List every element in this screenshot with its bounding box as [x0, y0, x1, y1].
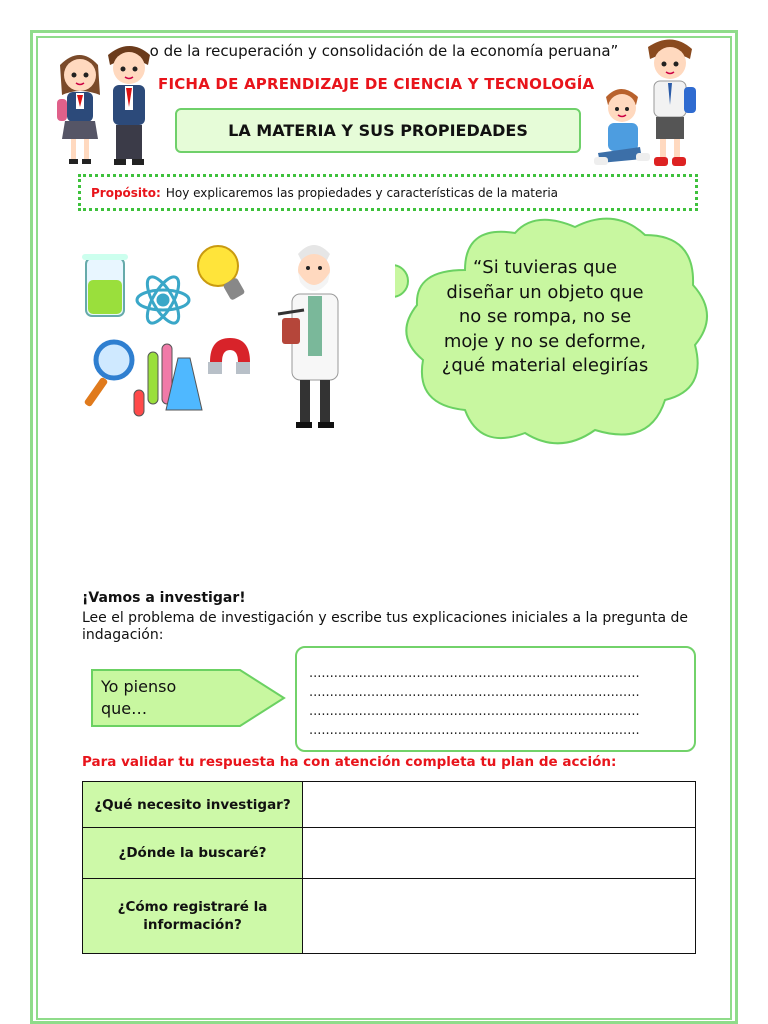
hypothesis-prompt: Yo pienso que… — [101, 677, 177, 718]
worksheet-title: FICHA DE APRENDIZAJE DE CIENCIA Y TECNOLOGÍA — [158, 75, 595, 93]
beaker-icon — [82, 254, 128, 316]
students-icon — [40, 35, 165, 179]
magnifier-icon — [84, 342, 132, 407]
hypothesis-answer-box[interactable] — [295, 646, 696, 752]
main-title: LA MATERIA Y SUS PROPIEDADES — [175, 108, 581, 153]
action-plan-table — [82, 781, 696, 954]
answer-line: ................................................................................ — [309, 704, 640, 719]
test-tubes-icon — [134, 344, 202, 416]
action-plan-title: Para validar tu respuesta ha con atención completa tu plan de acción: — [82, 754, 617, 770]
plan-question: ¿Qué necesito investigar? — [83, 782, 303, 828]
science-icons-collage — [78, 240, 258, 444]
table-row — [83, 879, 696, 954]
plan-question: ¿Cómo registraré la información? — [83, 879, 303, 954]
table-row — [83, 782, 696, 828]
girl-student-icon — [57, 55, 100, 164]
investigate-title: ¡Vamos a investigar! — [82, 590, 246, 606]
plan-answer-cell[interactable] — [303, 828, 696, 879]
answer-line: ................................................................................ — [309, 723, 640, 738]
boy-student-icon — [108, 46, 150, 165]
plan-answer-cell[interactable] — [303, 879, 696, 954]
year-motto: o de la recuperación y consolidación de la economía peruana” — [149, 42, 619, 60]
standing-boy-icon — [648, 39, 696, 166]
sitting-boy-icon — [594, 89, 650, 165]
table-row — [83, 828, 696, 879]
thought-bubble-text: “Si tuvieras que diseñar un objeto que no se rompa, no se moje y no se deforme, ¿qué material elegirías — [441, 257, 649, 376]
magnet-icon — [208, 338, 250, 374]
investigate-description: Lee el problema de investigación y escribe tus explicaciones iniciales a la pregunta de indagación: — [82, 610, 688, 643]
atom-icon — [137, 272, 189, 327]
purpose-label: Propósito: — [91, 185, 161, 200]
answer-line: ................................................................................ — [309, 685, 640, 700]
students-icon — [588, 35, 713, 179]
scientist-icon — [268, 236, 368, 440]
lightbulb-icon — [198, 246, 245, 301]
plan-answer-cell[interactable] — [303, 782, 696, 828]
answer-line: ................................................................................ — [309, 666, 640, 681]
purpose-text: Hoy explicaremos las propiedades y características de la materia — [165, 185, 559, 200]
plan-question: ¿Dónde la buscaré? — [83, 828, 303, 879]
purpose-box — [78, 174, 698, 211]
